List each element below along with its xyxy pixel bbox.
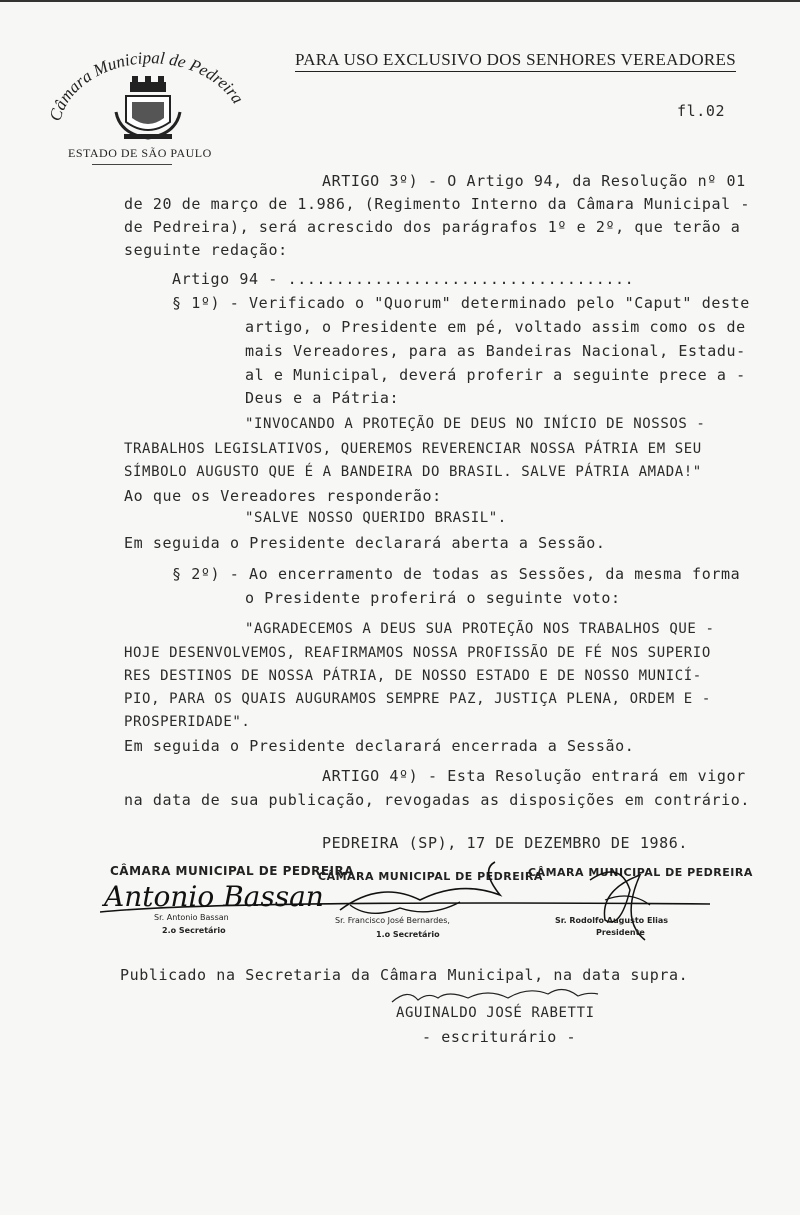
center-signer-role: 1.o Secretário — [376, 930, 440, 939]
page-number: fl.02 — [677, 102, 726, 120]
right-signer-role: Presidente — [596, 928, 645, 937]
municipal-seal — [42, 44, 252, 154]
state-label: ESTADO DE SÃO PAULO — [68, 146, 212, 160]
prayer-line: "INVOCANDO A PROTEÇÃO DE DEUS NO INÍCIO DE NOSSOS - — [245, 416, 706, 432]
body-line: de 20 de março de 1.986, (Regimento Interno da Câmara Municipal - — [124, 195, 750, 213]
stamp-left: CÂMARA MUNICIPAL DE PEDREIRA — [110, 864, 355, 878]
publication-notice: Publicado na Secretaria da Câmara Municipal, na data supra. — [120, 966, 689, 984]
body-line: al e Municipal, deverá proferir a seguinte prece a - — [245, 366, 746, 384]
prayer-line: TRABALHOS LEGISLATIVOS, QUEREMOS REVERENCIAR NOSSA PÁTRIA EM SEU — [124, 441, 702, 457]
body-line: Em seguida o Presidente declarará aberta a Sessão. — [124, 534, 606, 552]
body-line: de Pedreira), será acrescido dos parágrafos 1º e 2º, que terão a — [124, 218, 741, 236]
vow-line: HOJE DESENVOLVEMOS, REAFIRMAMOS NOSSA PROFISSÃO DE FÉ NOS SUPERIO — [124, 645, 711, 661]
exclusive-use-heading: PARA USO EXCLUSIVO DOS SENHORES VEREADORES — [295, 50, 736, 72]
state-underline — [92, 164, 172, 165]
body-line: mais Vereadores, para as Bandeiras Nacional, Estadu- — [245, 342, 746, 360]
paragraph-1-heading: § 1º) - Verificado o "Quorum" determinado pelo "Caput" deste — [172, 294, 750, 312]
body-line: na data de sua publicação, revogadas as disposições em contrário. — [124, 791, 750, 809]
vow-line: "AGRADECEMOS A DEUS SUA PROTEÇÃO NOS TRABALHOS QUE - — [245, 621, 715, 637]
stamp-right: CÂMARA MUNICIPAL DE PEDREIRA — [528, 866, 753, 879]
prayer-line: SÍMBOLO AUGUSTO QUE É A BANDEIRA DO BRASIL. SALVE PÁTRIA AMADA!" — [124, 464, 702, 480]
article-4-heading: ARTIGO 4º) - Esta Resolução entrará em vigor — [322, 767, 746, 785]
seal-arc-text — [42, 44, 252, 154]
left-signer-role: 2.o Secretário — [162, 926, 226, 935]
article-3-heading: ARTIGO 3º) - O Artigo 94, da Resolução nº 01 — [322, 172, 746, 190]
right-signer-name: Sr. Rodolfo Augusto Elias — [555, 916, 669, 925]
article-94-line: Artigo 94 - .................................... — [172, 270, 635, 288]
seal-text: Câmara Municipal de Pedreira — [45, 48, 248, 124]
date-line: PEDREIRA (SP), 17 DE DEZEMBRO DE 1986. — [322, 834, 688, 852]
vow-line: RES DESTINOS DE NOSSA PÁTRIA, DE NOSSO ESTADO E DE NOSSO MUNICÍ- — [124, 668, 702, 684]
body-line: Deus e a Pátria: — [245, 389, 400, 407]
vow-line: PROSPERIDADE". — [124, 714, 251, 730]
body-line: o Presidente proferirá o seguinte voto: — [245, 589, 621, 607]
body-line: Em seguida o Presidente declarará encerrada a Sessão. — [124, 737, 635, 755]
paragraph-2-heading: § 2º) - Ao encerramento de todas as Sessões, da mesma forma — [172, 565, 741, 583]
clerk-role: - escriturário - — [422, 1028, 577, 1046]
response-line: "SALVE NOSSO QUERIDO BRASIL". — [245, 510, 507, 526]
body-line: seguinte redação: — [124, 241, 288, 259]
clerk-name: AGUINALDO JOSÉ RABETTI — [396, 1005, 595, 1021]
page-top-border — [0, 0, 800, 2]
vow-line: PIO, PARA OS QUAIS AUGURAMOS SEMPRE PAZ, JUSTIÇA PLENA, ORDEM E - — [124, 691, 711, 707]
coat-of-arms-icon — [116, 76, 180, 139]
body-line: artigo, o Presidente em pé, voltado assim como os de — [245, 318, 746, 336]
left-signer-name: Sr. Antonio Bassan — [154, 913, 229, 922]
center-signer-name: Sr. Francisco José Bernardes, — [335, 916, 450, 925]
stamp-center: CÂMARA MUNICIPAL DE PEDREIRA — [318, 870, 543, 883]
body-line: Ao que os Vereadores responderão: — [124, 487, 442, 505]
left-signature: Antonio Bassan — [104, 880, 324, 913]
